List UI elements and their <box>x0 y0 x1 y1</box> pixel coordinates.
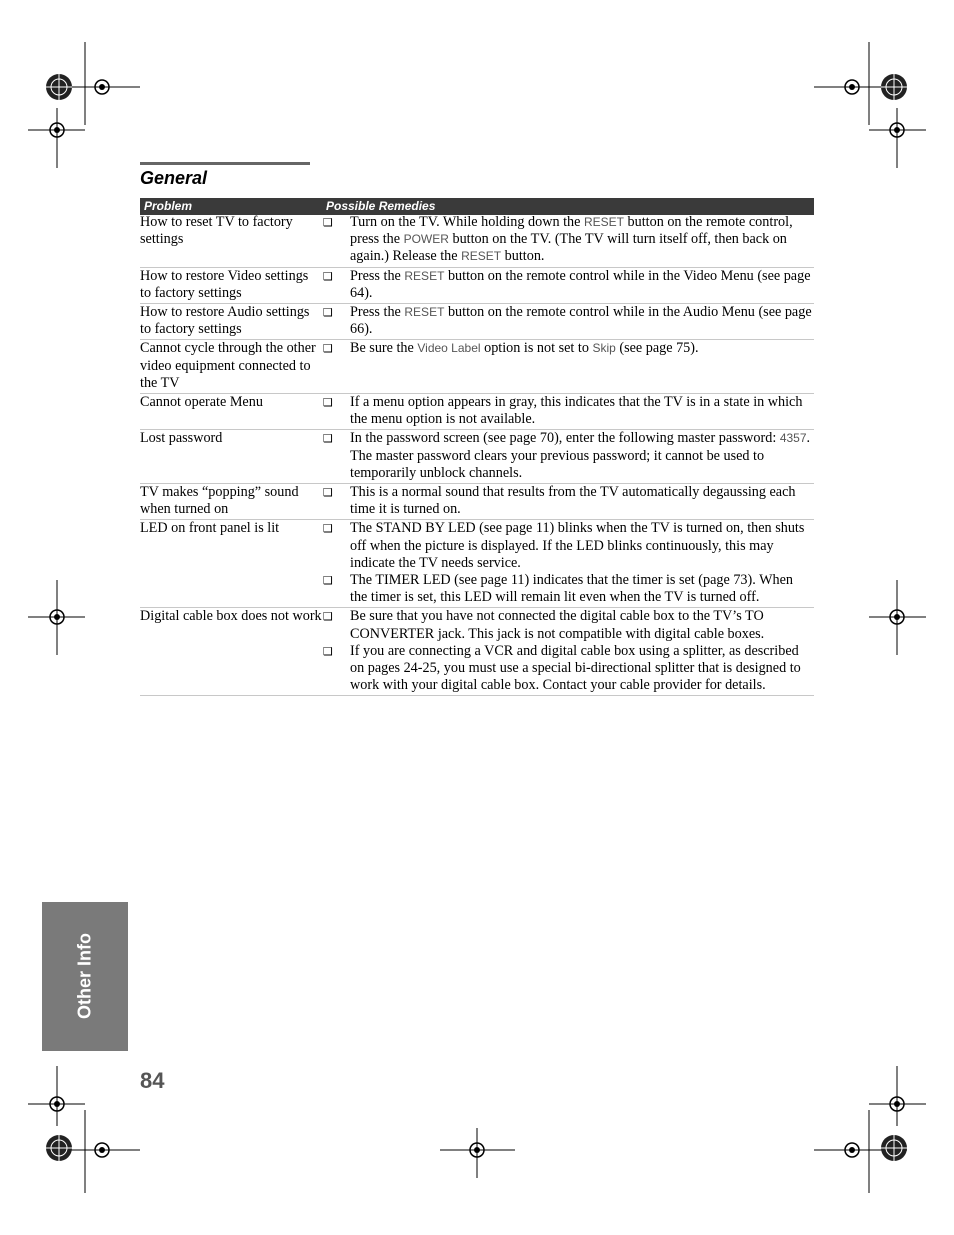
remedies-cell <box>322 430 814 482</box>
header-problem: Problem <box>144 199 193 213</box>
checkbox-bullet-icon: ❑ <box>323 522 333 536</box>
remedy-text <box>350 608 813 642</box>
remedy-item <box>322 394 814 428</box>
problem-cell: Digital cable box does not work <box>140 608 322 625</box>
section-rule <box>140 162 310 165</box>
remedy-text <box>350 340 813 357</box>
checkbox-bullet-icon: ❑ <box>323 432 333 446</box>
table-row <box>140 430 814 484</box>
checkbox-bullet-icon: ❑ <box>323 269 333 283</box>
remedy-text-run: In the password screen (see page 70), enter the following master password: <box>350 430 780 447</box>
remedy-text-run: (see page 75). <box>615 340 699 357</box>
remedy-text-run: Press the <box>350 267 405 284</box>
checkbox-bullet-icon: ❑ <box>323 306 333 320</box>
remedy-text-run: Press the <box>350 304 405 321</box>
control-label: Skip <box>592 341 616 356</box>
remedy-text-run: . The master password clears your previous password; it cannot be used to temporarily unblock channels. <box>350 430 811 481</box>
control-label: RESET <box>461 249 502 264</box>
remedy-text-run: The TIMER LED (see page 11) indicates that the timer is set (page 73). When the timer is set, this LED will remain lit even when the TV is turned off. <box>350 572 793 606</box>
problem-cell: Cannot cycle through the other video equipment connected to the TV <box>140 340 316 391</box>
remedies-cell <box>322 520 814 606</box>
checkbox-bullet-icon: ❑ <box>323 610 333 624</box>
remedy-text <box>350 572 813 606</box>
remedy-item <box>322 304 814 338</box>
remedy-item <box>322 572 814 606</box>
checkbox-bullet-icon: ❑ <box>323 396 333 410</box>
page-number: 84 <box>140 1068 165 1093</box>
remedy-text-run: button. <box>501 248 545 265</box>
control-label: RESET <box>404 305 445 320</box>
problem-cell: TV makes “popping” sound when turned on <box>140 484 299 518</box>
problem-cell: Lost password <box>140 430 223 447</box>
problem-cell: How to restore Video settings to factory settings <box>140 267 309 301</box>
table-row <box>140 304 814 340</box>
remedy-item <box>322 643 814 695</box>
remedies-cell <box>322 340 814 392</box>
control-label: Video Label <box>417 341 481 356</box>
problem-cell: LED on front panel is lit <box>140 520 280 537</box>
checkbox-bullet-icon: ❑ <box>323 342 333 356</box>
remedy-text-run: Turn on the TV. While holding down the <box>350 214 584 230</box>
table-row <box>140 268 814 304</box>
table-row <box>140 394 814 430</box>
table-row <box>140 214 814 268</box>
remedies-cell <box>322 608 814 694</box>
remedies-cell <box>322 484 814 518</box>
remedy-item <box>322 340 814 357</box>
table-header <box>140 198 814 215</box>
remedies-cell <box>322 304 814 338</box>
remedy-item <box>322 608 814 642</box>
remedies-cell <box>322 268 814 302</box>
remedy-text <box>350 214 813 266</box>
control-label: 4357 <box>779 431 807 446</box>
troubleshooting-table <box>140 214 814 696</box>
checkbox-bullet-icon: ❑ <box>323 216 333 229</box>
remedy-text-run: button on the remote control while in the Video Menu (see page 64). <box>350 267 811 301</box>
section-title: General <box>140 168 208 188</box>
checkbox-bullet-icon: ❑ <box>323 644 333 658</box>
remedy-text <box>350 484 813 518</box>
remedy-text-run: button on the remote control while in the Audio Menu (see page 66). <box>350 304 812 338</box>
remedy-text-run: If you are connecting a VCR and digital cable box using a splitter, as described on pages 24-25, you must use a special bi-directional splitter that is designed to work with your digital cable box. Contact your cable provider for details. <box>350 642 801 694</box>
remedy-text-run: option is not set to <box>480 340 593 357</box>
problem-cell: How to restore Audio settings to factory settings <box>140 304 310 338</box>
remedy-item <box>322 484 814 518</box>
remedy-text-run: Be sure that you have not connected the digital cable box to the TV’s TO CONVERTER jack. This jack is not compatible with digital cable boxes. <box>350 608 765 642</box>
side-tab-label: Other Info <box>74 933 95 1019</box>
remedy-text-run: button on the TV. (The TV will turn itself off, then back on again.) Release the <box>350 231 787 265</box>
control-label: RESET <box>583 215 624 229</box>
remedy-text-run: The STAND BY LED (see page 11) blinks when the TV is turned on, then shuts off when the picture is displayed. If the LED blinks continuously, this may indicate the TV needs service. <box>350 520 805 571</box>
remedies-cell <box>322 214 814 266</box>
remedy-text <box>350 268 813 302</box>
remedy-text-run: Be sure the <box>350 340 418 357</box>
remedy-text <box>350 394 813 428</box>
checkbox-bullet-icon: ❑ <box>323 486 333 500</box>
remedy-text-run: This is a normal sound that results from the TV automatically degaussing each time it is turned on. <box>350 484 796 518</box>
remedy-text <box>350 643 813 695</box>
remedy-text-run: If a menu option appears in gray, this indicates that the TV is in a state in which the menu option is not available. <box>350 394 803 428</box>
remedy-text <box>350 520 813 572</box>
table-row <box>140 340 814 394</box>
problem-cell: Cannot operate Menu <box>140 394 263 411</box>
control-label: RESET <box>404 268 445 283</box>
remedies-cell <box>322 394 814 428</box>
remedy-item <box>322 214 814 266</box>
table-row <box>140 608 814 696</box>
checkbox-bullet-icon: ❑ <box>323 574 333 588</box>
table-row <box>140 484 814 520</box>
control-label: POWER <box>403 232 449 247</box>
table-row <box>140 520 814 608</box>
problem-cell: How to reset TV to factory settings <box>140 214 293 248</box>
remedy-text <box>350 304 813 338</box>
header-remedies: Possible Remedies <box>326 199 436 213</box>
remedy-item <box>322 268 814 302</box>
remedy-text <box>350 430 813 482</box>
remedy-text-run: button on the remote control, press the <box>350 214 793 248</box>
remedy-item <box>322 520 814 572</box>
remedy-item <box>322 430 814 482</box>
